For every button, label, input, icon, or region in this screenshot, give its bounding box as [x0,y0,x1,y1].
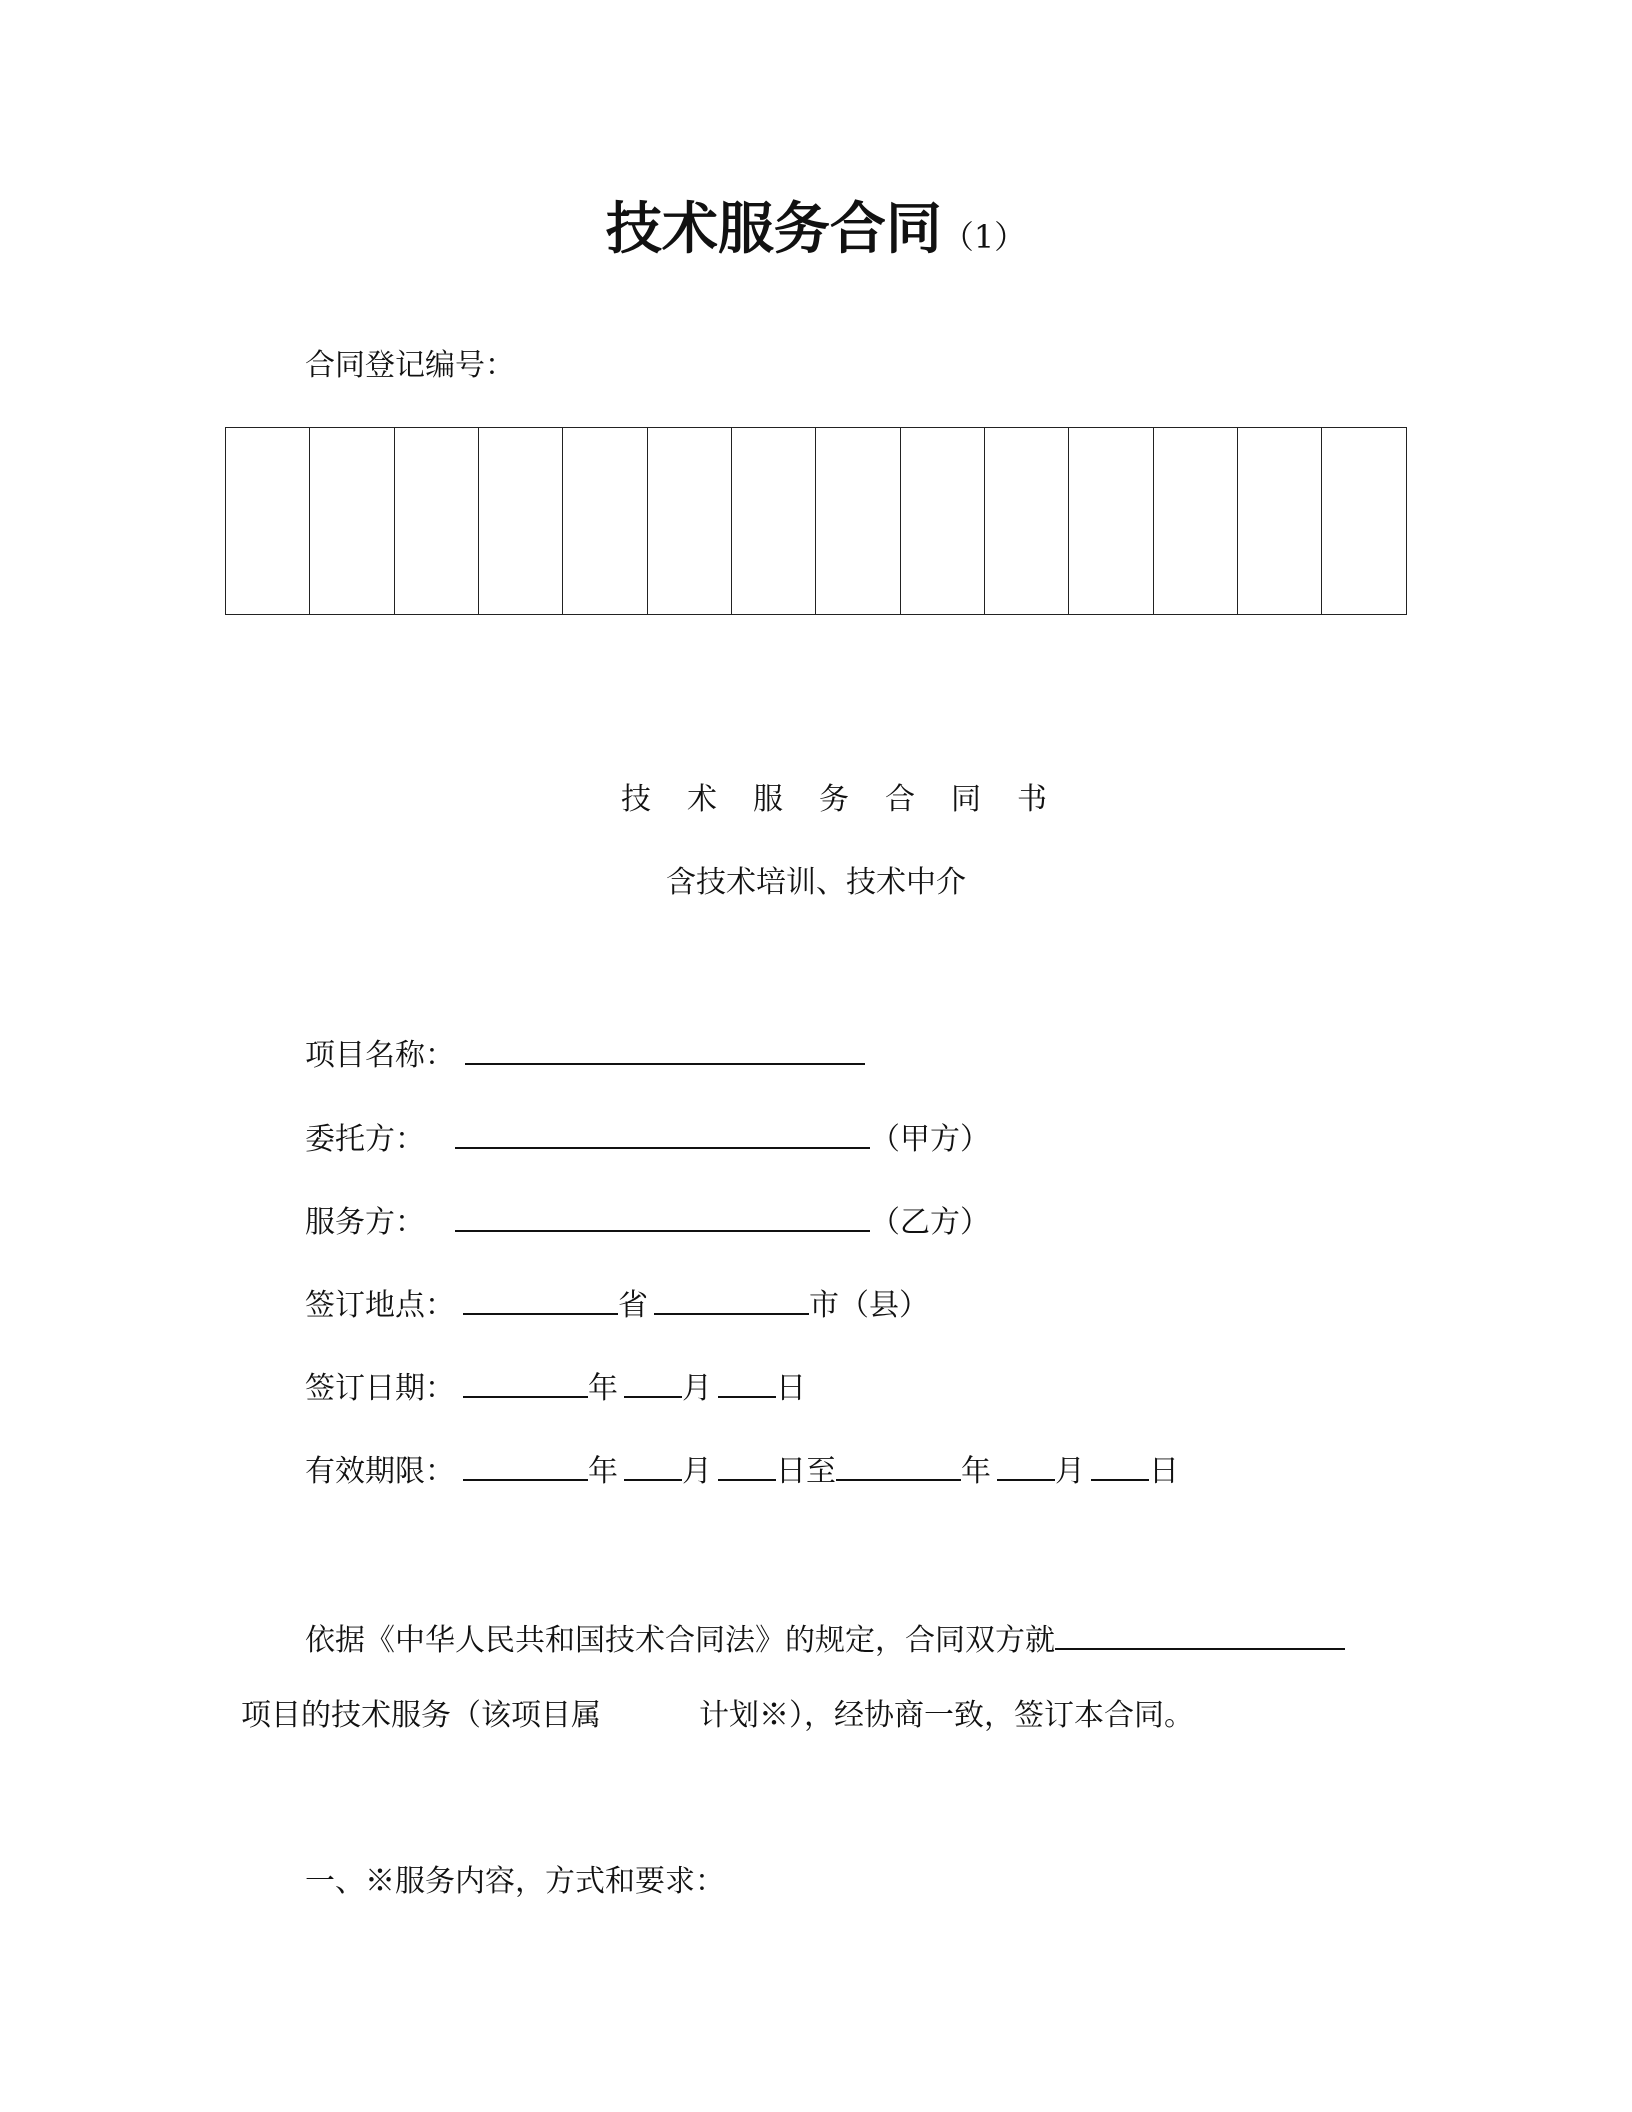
validity-label: 有效期限： [305,1454,455,1489]
sign-month-label: 月 [682,1371,712,1406]
contract-heading: 技术服务合同书 [621,782,1083,817]
project-subject-blank[interactable] [1055,1610,1345,1650]
registration-cell[interactable] [563,428,647,615]
project-name-blank[interactable] [465,1025,865,1065]
registration-cell[interactable] [816,428,900,615]
provider-row [305,1192,990,1245]
registration-cell[interactable] [1322,428,1407,615]
contract-subheading: 含技术培训、技术中介 [666,865,966,900]
registration-cell[interactable] [647,428,731,615]
end-day-label: 日 [1149,1454,1179,1489]
section1-heading: 一、※服务内容，方式和要求： [305,1864,725,1899]
provider-suffix: （乙方） [870,1205,990,1240]
sign-place-row [305,1275,929,1328]
start-day-blank[interactable] [718,1441,776,1481]
start-day-to-label: 日至 [776,1454,836,1489]
end-year-label: 年 [961,1454,991,1489]
page-title [0,195,1632,278]
sign-date-label: 签订日期： [305,1371,455,1406]
client-suffix: （甲方） [870,1122,990,1157]
registration-label: 合同登记编号： [305,348,515,383]
registration-cell[interactable] [1069,428,1153,615]
project-name-label: 项目名称： [305,1038,455,1073]
start-year-blank[interactable] [463,1441,588,1481]
end-month-blank[interactable] [997,1441,1055,1481]
para1-text-a: 依据《中华人民共和国技术合同法》的规定，合同双方就 [305,1623,1055,1658]
validity-row [305,1441,1179,1494]
para1-line2 [241,1694,1194,1738]
sign-day-blank[interactable] [718,1358,776,1398]
registration-row [226,428,1407,615]
sign-year-label: 年 [588,1371,618,1406]
province-label: 省 [618,1288,648,1323]
start-year-label: 年 [588,1454,618,1489]
project-name-row [305,1025,865,1078]
title-main: 技术服务合同 [605,197,942,262]
sign-year-blank[interactable] [463,1358,588,1398]
provider-label: 服务方： [305,1205,425,1240]
sign-day-label: 日 [776,1371,806,1406]
end-month-label: 月 [1055,1454,1085,1489]
para1-text-c: 计划※），经协商一致，签订本合同。 [699,1698,1194,1733]
registration-number-grid [225,427,1407,615]
start-month-blank[interactable] [624,1441,682,1481]
province-blank[interactable] [463,1275,618,1315]
client-row [305,1109,990,1162]
registration-cell[interactable] [310,428,394,615]
registration-cell[interactable] [1153,428,1237,615]
city-label: 市（县） [809,1288,929,1323]
registration-cell[interactable] [1238,428,1322,615]
client-label: 委托方： [305,1122,425,1157]
registration-cell[interactable] [479,428,563,615]
start-month-label: 月 [682,1454,712,1489]
registration-cell[interactable] [900,428,984,615]
para1-line1 [305,1610,1345,1663]
sign-place-label: 签订地点： [305,1288,455,1323]
registration-cell[interactable] [732,428,816,615]
title-suffix: （1） [941,218,1027,256]
sign-month-blank[interactable] [624,1358,682,1398]
registration-cell[interactable] [985,428,1069,615]
end-year-blank[interactable] [836,1441,961,1481]
provider-blank[interactable] [455,1192,870,1232]
client-blank[interactable] [455,1109,870,1149]
registration-cell[interactable] [394,428,478,615]
registration-cell[interactable] [226,428,310,615]
end-day-blank[interactable] [1091,1441,1149,1481]
para1-text-b: 项目的技术服务（该项目属 [241,1698,601,1733]
city-blank[interactable] [654,1275,809,1315]
sign-date-row [305,1358,806,1411]
